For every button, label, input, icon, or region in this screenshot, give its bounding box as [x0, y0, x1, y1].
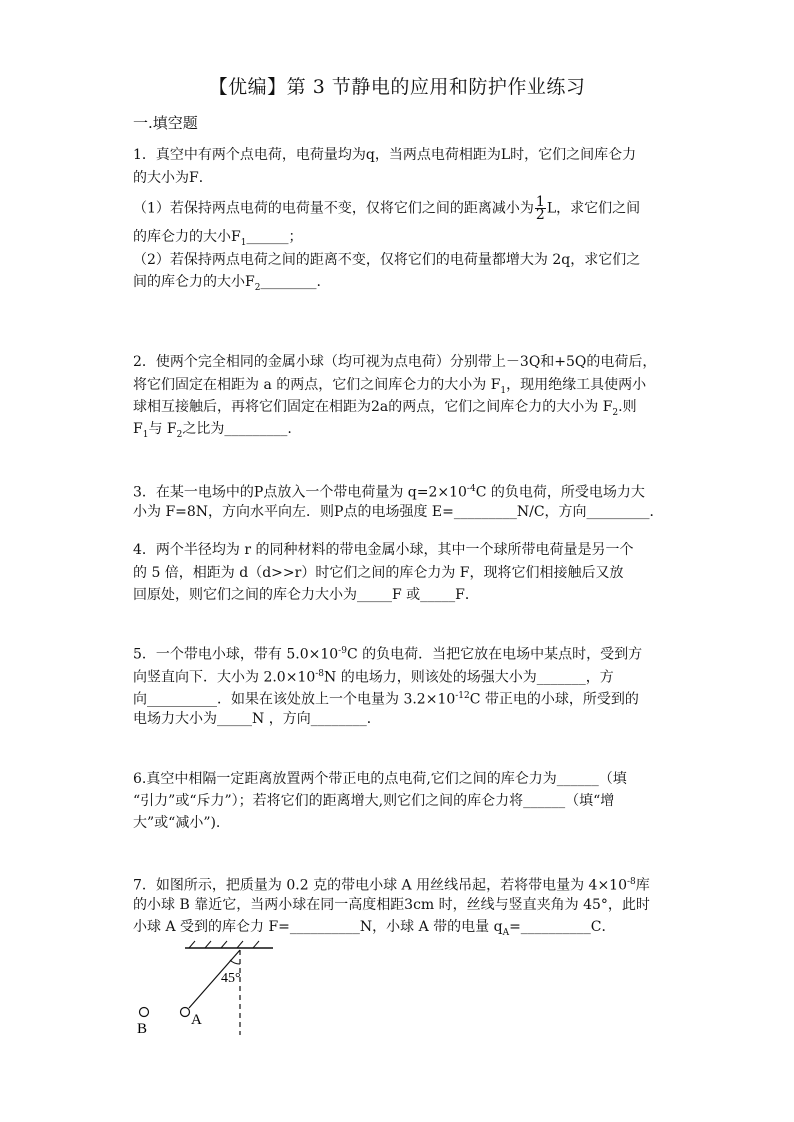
answer-blank: ________.: [260, 274, 321, 290]
q1-line-6: 间的库仑力的大小$F_2\_\_\_\_\_\_\_\_$.: [133, 274, 321, 293]
q1-line-2: 的大小为F．: [133, 170, 213, 186]
q7-line-3: 小球 A 受到的库仑力 F=__________N，小球 A 带的电量 $q_A=\_\_\_\_\_\_\_\_\_\_C$．: [133, 919, 616, 938]
q2-line-4: $F_1$与 $F_2$之比为_________.: [133, 421, 292, 440]
pendulum-figure: [133, 940, 283, 1040]
q3-line-1: 3．在某一电场中的P点放入一个带电荷量为 $q=2\times 10^{-4}C$ 的负电荷，所受电场力大: [133, 484, 645, 501]
answer-blank: ______；: [246, 229, 303, 245]
ball-b: [140, 1008, 149, 1017]
q2-line-2: 将它们固定在相距为 a 的两点，它们之间库仑力的大小为 $F_1$，现用绝缘工具使两小: [133, 377, 647, 396]
section-heading: 一.填空题: [133, 114, 198, 132]
q1-line-3: （1）若保持两点电荷的电荷量不变，仅将它们之间的距离减小为 $\frac{1}{2}$ L，求它们之间: [133, 194, 641, 223]
q5-line-4: 电场力大小为_____N ，方向________．: [133, 711, 381, 727]
ball-b-label: B: [137, 1021, 148, 1037]
q7-line-1: 7．如图所示，把质量为 0.2 克的带电小球 A 用丝线吊起，若将带电量为 $4\times 10^{-8}$库: [133, 877, 650, 894]
q5-line-2: 向竖直向下．大小为 $2.0\times 10^{-8}N$ 的电场力，则该处的场强大小为_______，方: [133, 669, 614, 686]
q7-line-2: 的小球 B 靠近它，当两小球在同一高度相距3cm 时，丝线与竖直夹角为 45°，此时: [133, 897, 650, 913]
q2-line-3: 球相互接触后，再将它们固定在相距为2a的两点，它们之间库仑力的大小为 $F_2$.则: [133, 399, 637, 418]
q4-line-3: 回原处，则它们之间的库仑力大小为_____F 或_____F．: [133, 587, 479, 603]
q5-line-3: 向__________．如果在该处放上一个电量为 $3.2\times 10^{-12}C$ 带正电的小球，所受到的: [133, 691, 639, 708]
ball-a-label: A: [191, 1012, 202, 1028]
ball-a: [181, 1008, 190, 1017]
angle-label: 45°: [221, 971, 241, 986]
ceiling-hatch: [189, 941, 259, 948]
q5-line-1: 5．一个带电小球，带有 $5.0\times 10^{-9}C$ 的负电荷．当把它放在电场中某点时，受到方: [133, 646, 643, 663]
q4-line-2: 的 5 倍，相距为 d（d>>r）时它们之间的库仑力为 F，现将它们相接触后又放: [133, 565, 624, 581]
q6-line-1: 6.真空中相隔一定距离放置两个带正电的点电荷,它们之间的库仑力为______（填: [133, 771, 627, 787]
q1-line-5: （2）若保持两点电荷之间的距离不变，仅将它们的电荷量都增大为 2q，求它们之: [133, 252, 641, 268]
answer-blank: 之比为_________.: [182, 421, 292, 437]
q3-line-2: 小为 F=8N，方向水平向左．则P点的电场强度 E=_________N/C，方向_________．: [133, 504, 664, 520]
q1-line-4: 的库仑力的大小$F_1\_\_\_\_\_\_$；: [133, 229, 303, 248]
fraction-half: $\frac{1}{2}$: [535, 194, 545, 223]
q4-line-1: 4．两个半径均为 r 的同种材料的带电金属小球，其中一个球所带电荷量是另一个: [133, 542, 634, 558]
q2-line-1: 2．使两个完全相同的金属小球（均可视为点电荷）分别带上－3Q和+5Q的电荷后，: [133, 354, 657, 370]
q6-line-2: “引力”或“斥力”）；若将它们的距离增大,则它们之间的库仑力将______（填“增: [133, 793, 615, 809]
q6-line-3: 大”或“减小”).: [133, 815, 221, 831]
angle-arc: [230, 960, 240, 964]
q1-line-1: 1．真空中有两个点电荷，电荷量均为q，当两点电荷相距为L时，它们之间库仑力: [133, 147, 637, 163]
page-title: 【优编】第 3 节静电的应用和防护作业练习: [208, 76, 586, 98]
